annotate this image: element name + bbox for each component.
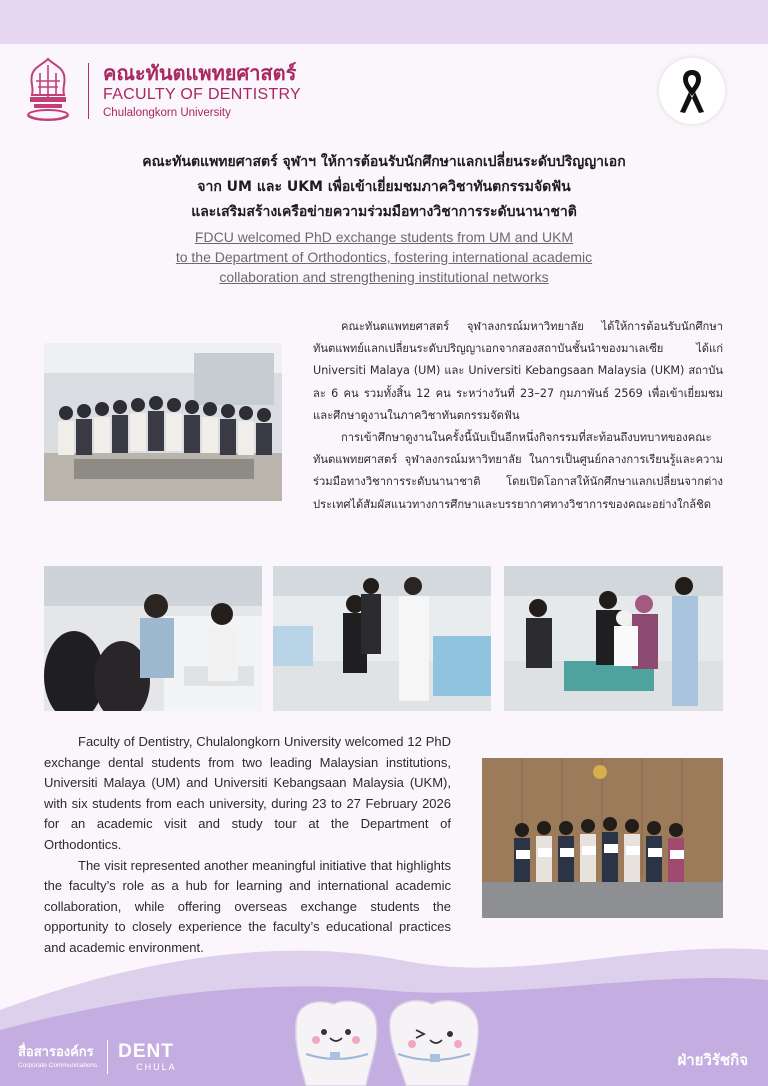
logo-thai-name: คณะทันตแพทยศาสตร์ — [103, 61, 297, 85]
clinic-photo-1 — [44, 566, 262, 711]
clinic-photo-2 — [273, 566, 491, 711]
thai-body-text — [313, 316, 723, 516]
dent-chula-logo — [118, 1042, 177, 1073]
cc-thai: สื่อสารองค์กร — [18, 1044, 94, 1060]
english-headline-line: to the Department of Orthodontics, fostering international academic — [175, 249, 593, 265]
thai-headline — [60, 150, 708, 225]
english-paragraph: Faculty of Dentistry, Chulalongkorn University welcomed 12 PhD exchange dental students from two leading Malaysian institutions, Universiti Malaya (UM) and Universiti Kebangsaan Malaysia (UKM), with six students from each university, during 23 to 27 February 2026 for an academic visit and study tour at the Department of Orthodontics. — [44, 734, 451, 852]
thai-headline-line: และเสริมสร้างเครือข่ายความร่วมมือทางวิชาการระดับนานาชาติ — [191, 204, 577, 220]
clinic-photo-3 — [504, 566, 723, 711]
english-paragraph: The visit represented another meaningful initiative that highlights the faculty’s role as a hub for learning and international academic collaboration, while offering overseas exchange students the opportunity to closely experience the faculty’s educational practices and academic environment. — [44, 857, 451, 955]
footer-logos[interactable] — [18, 1040, 177, 1074]
thai-paragraph: คณะทันตแพทยศาสตร์ จุฬาลงกรณ์มหาวิทยาลัย ได้ให้การต้อนรับนักศึกษาทันตแพทย์แลกเปลี่ยนระดับปริญญาเอกจากสองสถาบันชั้นนำของมาเลเซีย ได้แก่ Universiti Malaya (UM) และ Universiti Kebangsaan Malaysia (UKM) สถาบันละ 6 คน รวมทั้งสิ้น 12 คน ระหว่างวันที่ 23–27 กุมภาพันธ์ 2569 เพื่อเข้าเยี่ยมชมและศึกษาดูงานในภาควิชาทันตกรรมจัดฟัน — [313, 320, 723, 422]
chula-emblem-icon — [24, 57, 72, 125]
black-ribbon-icon — [659, 58, 725, 124]
faculty-logo[interactable] — [24, 56, 324, 126]
thai-paragraph: การเข้าศึกษาดูงานในครั้งนี้นับเป็นอีกหนึ่งกิจกรรมที่สะท้อนถึงบทบาทของคณะทันตแพทยศาสตร์ จุฬาลงกรณ์มหาวิทยาลัย ในการเป็นศูนย์กลางการเรียนรู้และความร่วมมือทางวิชาการระดับนานาชาติ โดยเปิดโอกาสให้นักศึกษาแลกเปลี่ยนจากต่างประเทศได้สัมผัสแนวทางการศึกษาและบรรยากาศทางวิชาการของคณะอย่างใกล้ชิด — [313, 431, 723, 511]
group-photo-certificates — [482, 758, 723, 918]
logo-english-name: FACULTY OF DENTISTRY — [103, 86, 302, 103]
corporate-communications-logo — [18, 1045, 97, 1070]
footer-divider — [107, 1040, 108, 1074]
english-headline[interactable] — [60, 227, 708, 287]
logo-text — [103, 61, 301, 121]
top-band — [0, 0, 768, 44]
dent-wordmark: DENT — [118, 1040, 174, 1062]
thai-headline-line: จาก UM และ UKM เพื่อเข้าเยี่ยมชมภาควิชาทันตกรรมจัดฟัน — [197, 179, 571, 195]
tooth-mascots-icon — [286, 994, 486, 1086]
mourning-badge — [659, 58, 725, 124]
chula-wordmark: CHULA — [136, 1061, 177, 1072]
international-affairs-label: ฝ่ายวิรัชกิจ — [677, 1051, 748, 1069]
english-headline-line: collaboration and strengthening institutional networks — [219, 269, 549, 285]
logo-university-name: Chulalongkorn University — [103, 107, 231, 119]
thai-headline-line: คณะทันตแพทยศาสตร์ จุฬาฯ ให้การต้อนรับนักศึกษาแลกเปลี่ยนระดับปริญญาเอก — [142, 154, 626, 170]
english-body-text — [44, 732, 451, 959]
group-photo-classroom — [44, 343, 282, 501]
logo-divider — [88, 63, 89, 119]
cc-english: Corporate Communications — [18, 1061, 98, 1069]
english-headline-line: FDCU welcomed PhD exchange students from UM and UKM — [194, 229, 574, 245]
